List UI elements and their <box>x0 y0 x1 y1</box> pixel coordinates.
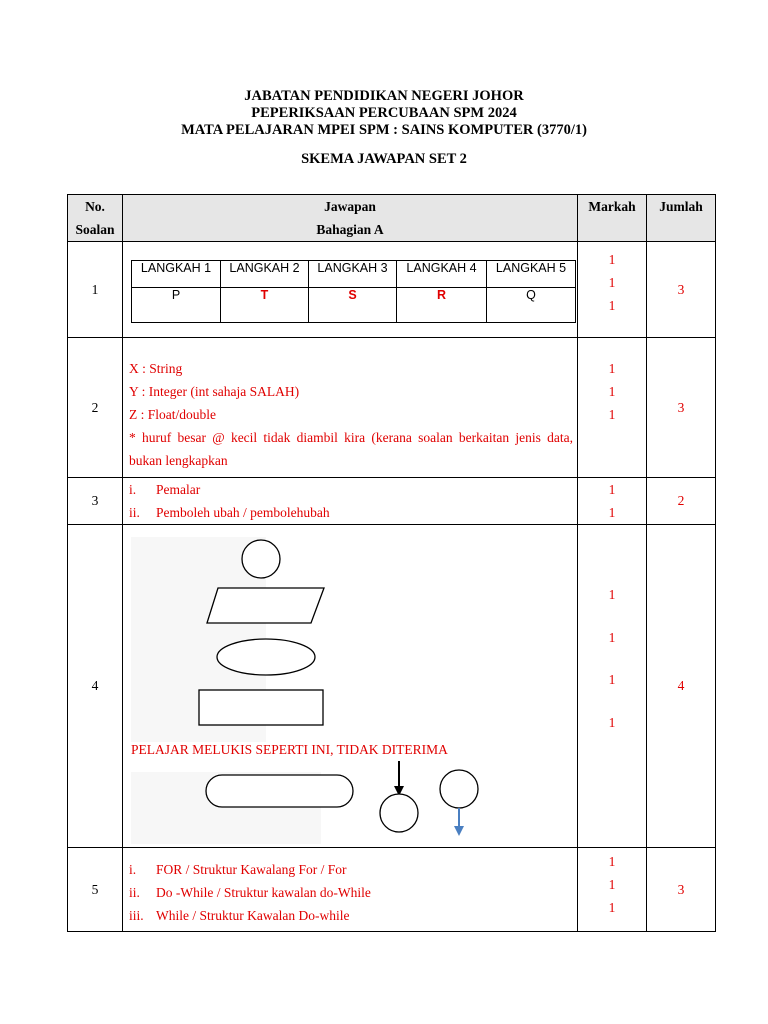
circle-with-arrow-in <box>380 794 418 832</box>
langkah-2-label: LANGKAH 2 <box>221 261 309 288</box>
answer-line-z: Z : Float/double <box>129 407 216 422</box>
circle-with-arrow-out <box>440 770 478 808</box>
langkah-1-answer: P <box>132 288 221 323</box>
flowchart-symbols <box>123 525 578 848</box>
langkah-1-label: LANGKAH 1 <box>132 261 221 288</box>
list-item <box>129 501 573 524</box>
mark: 1 <box>608 407 616 422</box>
list-item <box>129 478 573 501</box>
warning-text: PELAJAR MELUKIS SEPERTI INI, TIDAK DITERIMA <box>131 742 448 757</box>
list-item <box>129 881 573 904</box>
answer-line-x: X : String <box>129 361 183 376</box>
total-q4: 4 <box>647 525 716 848</box>
marks-cell-q2 <box>578 338 647 478</box>
list-item <box>129 858 573 881</box>
question-number: 5 <box>68 848 123 932</box>
total-q3: 2 <box>647 478 716 525</box>
header-jawapan <box>123 195 578 242</box>
list-numeral: ii. <box>129 505 140 520</box>
answer-cell-q4 <box>123 525 578 848</box>
header-set-title: SKEMA JAWAPAN SET 2 <box>301 151 467 167</box>
mark: 1 <box>608 854 616 869</box>
mark: 1 <box>608 361 616 376</box>
header-no-label: No. <box>85 199 105 214</box>
rectangle-symbol <box>199 690 323 725</box>
answer-cell-q1 <box>123 242 578 338</box>
marks-cell-q3 <box>578 478 647 525</box>
rounded-rectangle-symbol <box>206 775 353 807</box>
terminator-circle-symbol <box>242 540 280 578</box>
list-numeral: iii. <box>129 908 144 923</box>
list-numeral: ii. <box>129 885 140 900</box>
list-text: Pemalar <box>156 482 201 497</box>
table-row-q1 <box>68 242 716 338</box>
langkah-5-answer: Q <box>487 288 576 323</box>
parallelogram-symbol <box>207 588 324 623</box>
total-q2: 3 <box>647 338 716 478</box>
list-numeral: i. <box>129 482 137 497</box>
mark: 1 <box>608 275 616 290</box>
header-jawapan-label: Jawapan <box>324 199 376 214</box>
list-text: FOR / Struktur Kawalang For / For <box>156 862 347 877</box>
blue-arrow-head <box>454 826 464 836</box>
mark: 1 <box>608 900 616 915</box>
header-line-2: PEPERIKSAAN PERCUBAAN SPM 2024 <box>251 105 517 121</box>
header-jumlah-label: Jumlah <box>659 199 703 214</box>
mark: 1 <box>608 877 616 892</box>
list-text: Do -While / Struktur kawalan do-While <box>156 885 371 900</box>
langkah-4-label: LANGKAH 4 <box>397 261 487 288</box>
table-row-q2 <box>68 338 716 478</box>
header-line-1: JABATAN PENDIDIKAN NEGERI JOHOR <box>244 88 524 104</box>
header-line-3: MATA PELAJARAN MPEI SPM : SAINS KOMPUTER (3770/1) <box>181 122 587 138</box>
answer-note: * huruf besar @ kecil tidak diambil kira (kerana soalan berkaitan jenis data, bukan lengkapkan <box>129 430 573 468</box>
langkah-5-label: LANGKAH 5 <box>487 261 576 288</box>
mark: 1 <box>608 384 616 399</box>
table-row-q5 <box>68 848 716 932</box>
mark: 1 <box>608 482 616 497</box>
langkah-3-label: LANGKAH 3 <box>309 261 397 288</box>
langkah-table <box>131 260 576 323</box>
answer-line-y: Y : Integer (int sahaja SALAH) <box>129 384 300 399</box>
header-jumlah <box>647 195 716 242</box>
mark: 1 <box>608 252 616 267</box>
langkah-3-answer: S <box>309 288 397 323</box>
header-markah <box>578 195 647 242</box>
question-number: 1 <box>68 242 123 338</box>
total-q1: 3 <box>647 242 716 338</box>
header-bahagian-label: Bahagian A <box>316 222 384 237</box>
marks-cell-q1 <box>578 242 647 338</box>
answer-cell-q3 <box>123 478 578 525</box>
mark: 1 <box>608 587 616 602</box>
list-text: Pemboleh ubah / pembolehubah <box>156 505 330 520</box>
mark: 1 <box>608 629 616 645</box>
langkah-2-answer: T <box>221 288 309 323</box>
table-row-q4 <box>68 525 716 848</box>
marks-cell-q5 <box>578 848 647 932</box>
table-header-row <box>68 195 716 242</box>
langkah-4-answer: R <box>397 288 487 323</box>
answer-cell-q2 <box>123 338 578 478</box>
mark: 1 <box>608 672 616 687</box>
question-number: 2 <box>68 338 123 478</box>
question-number: 4 <box>68 525 123 848</box>
total-q5: 3 <box>647 848 716 932</box>
answer-scheme-table <box>67 194 716 932</box>
list-text: While / Struktur Kawalan Do-while <box>156 908 350 923</box>
table-row-q3 <box>68 478 716 525</box>
answer-cell-q5 <box>123 848 578 932</box>
mark: 1 <box>608 298 616 313</box>
mark: 1 <box>608 714 616 730</box>
list-item <box>129 904 573 927</box>
header-no-soalan <box>68 195 123 242</box>
mark: 1 <box>608 505 616 520</box>
document-header <box>0 88 768 168</box>
header-markah-label: Markah <box>588 199 636 214</box>
ellipse-symbol <box>217 639 315 675</box>
marks-cell-q4 <box>578 525 647 848</box>
list-numeral: i. <box>129 862 137 877</box>
question-number: 3 <box>68 478 123 525</box>
header-soalan-label: Soalan <box>75 222 115 237</box>
